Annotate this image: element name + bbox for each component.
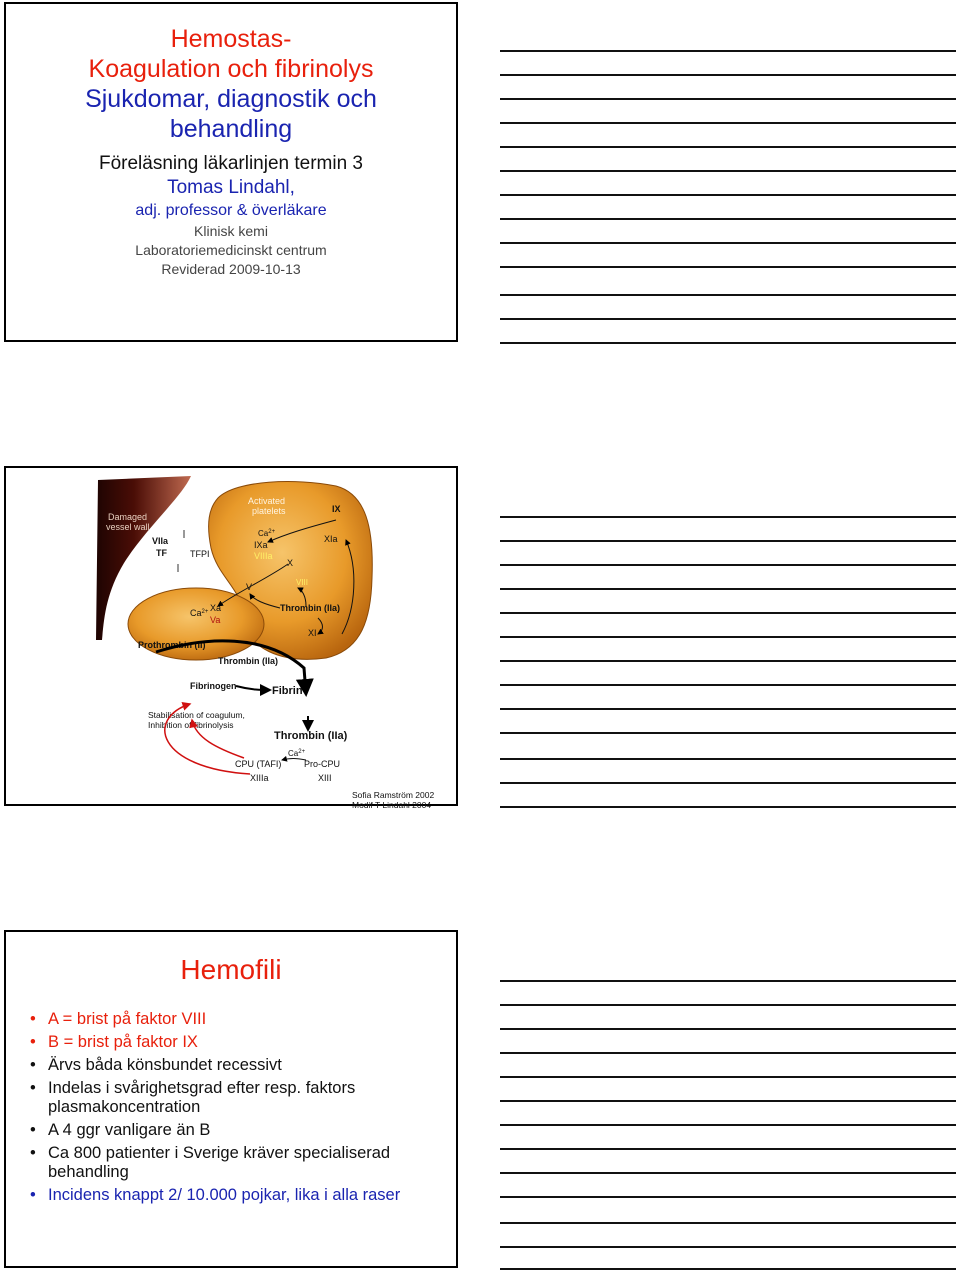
author-position: adj. professor & överläkare	[135, 202, 327, 219]
hemofili-bullet-list	[28, 1010, 438, 1209]
coagulation-diagram-slide	[4, 466, 458, 810]
note-line	[500, 1028, 956, 1030]
note-line	[500, 516, 956, 518]
note-line	[500, 1246, 956, 1248]
label-stab-1: Stabilisation of coagulum,	[148, 710, 245, 720]
label-ca-mid: $Ca^{2+}$	[190, 608, 209, 618]
slide-title-line2: Koagulation och fibrinolys	[88, 55, 374, 83]
label-tfpi: TFPI	[190, 549, 210, 559]
note-line	[500, 50, 956, 52]
label-thrombin-center: Thrombin (IIa)	[218, 656, 278, 666]
note-line	[500, 1004, 956, 1006]
note-line	[500, 588, 956, 590]
author-name: Tomas Lindahl,	[167, 177, 295, 198]
note-line	[500, 612, 956, 614]
credit-line2: Modif T Lindahl 2004	[352, 800, 432, 810]
note-line	[500, 1172, 956, 1174]
department-line2: Laboratoriemedicinskt centrum	[135, 242, 327, 258]
label-va: Va	[210, 615, 221, 625]
label-xi: XI	[308, 628, 317, 638]
label-prothrombin: Prothrombin (II)	[138, 640, 206, 650]
note-line	[500, 708, 956, 710]
label-v: V	[246, 582, 253, 592]
label-fibrin: Fibrin	[272, 685, 303, 697]
slide-title-line1: Hemostas-	[170, 25, 292, 53]
label-viiia: VIIIa	[254, 551, 273, 561]
label-fibrinogen: Fibrinogen	[190, 681, 237, 691]
note-line	[500, 266, 956, 268]
note-line	[500, 660, 956, 662]
bullet-item: • Incidens knappt 2/ 10.000 pojkar, lika i alla raser	[30, 1186, 401, 1204]
note-line	[500, 146, 956, 148]
note-line	[500, 806, 956, 808]
label-activated-2: platelets	[252, 506, 286, 516]
label-thrombin-right: Thrombin (IIa)	[280, 603, 340, 613]
label-xiiia: XIIIa	[250, 773, 269, 783]
bullet-item: • Indelas i svårighetsgrad efter resp. faktors plasmakoncentration	[30, 1079, 356, 1116]
hemofili-slide	[4, 930, 458, 1268]
note-line	[500, 342, 956, 344]
note-line	[500, 1222, 956, 1224]
note-line	[500, 98, 956, 100]
bullet-item: • A 4 ggr vanligare än B	[30, 1121, 211, 1139]
label-damaged-2: vessel wall	[106, 522, 150, 532]
note-line	[500, 1196, 956, 1198]
note-line	[500, 564, 956, 566]
arrow-procpu-cpu	[282, 759, 306, 761]
arrow-fibrinogen-fibrin	[236, 686, 270, 690]
note-line	[500, 294, 956, 296]
note-line	[500, 74, 956, 76]
note-line	[500, 782, 956, 784]
label-ca-top: $Ca^{2+}$	[258, 529, 276, 538]
slide-title-line3: Sjukdomar, diagnostik och	[85, 85, 377, 113]
note-line	[500, 122, 956, 124]
label-cpu: CPU (TAFI)	[235, 759, 282, 769]
department-line1: Klinisk kemi	[194, 223, 268, 239]
note-line	[500, 1100, 956, 1102]
label-ix: IX	[332, 504, 341, 514]
label-xa: Xa	[210, 603, 222, 613]
label-xia: XIa	[324, 534, 338, 544]
label-viia: VIIa	[152, 536, 169, 546]
note-line	[500, 194, 956, 196]
credit-line1: Sofia Ramström 2002	[352, 790, 435, 800]
bullet-item: • Ärvs båda könsbundet recessivt	[30, 1056, 282, 1074]
note-line	[500, 758, 956, 760]
note-line	[500, 636, 956, 638]
bullet-item: • B = brist på faktor IX	[30, 1033, 198, 1051]
note-line	[500, 170, 956, 172]
revised-date: Reviderad 2009-10-13	[161, 261, 301, 277]
label-activated-1: Activated	[248, 496, 286, 506]
note-line	[500, 1148, 956, 1150]
note-line	[500, 318, 956, 320]
label-x-top: X	[287, 558, 294, 568]
lecture-text: Föreläsning läkarlinjen termin 3	[98, 153, 363, 174]
coagulation-diagram	[6, 468, 456, 810]
note-line	[500, 732, 956, 734]
note-line	[500, 1124, 956, 1126]
note-line	[500, 684, 956, 686]
title-slide	[4, 2, 458, 342]
slide-title-line4: behandling	[169, 115, 293, 143]
bullet-item: • Ca 800 patienter i Sverige kräver specialiserad behandling	[30, 1144, 391, 1181]
label-tf: TF	[156, 548, 167, 558]
label-xiii: XIII	[318, 773, 332, 783]
label-thrombin-lower: Thrombin (IIa)	[274, 730, 348, 742]
note-line	[500, 1076, 956, 1078]
label-procpu: Pro-CPU	[304, 759, 341, 769]
note-line	[500, 540, 956, 542]
label-stab-2: Inhibition of fibrinolysis	[148, 720, 234, 730]
note-line	[500, 218, 956, 220]
label-viii: VIII	[296, 578, 309, 587]
hemofili-title: Hemofili	[180, 954, 282, 985]
note-line	[500, 980, 956, 982]
label-ca-low: $Ca^{2+}$	[288, 749, 306, 758]
note-line	[500, 1268, 956, 1270]
note-line	[500, 242, 956, 244]
note-line	[500, 1052, 956, 1054]
label-damaged-1: Damaged	[108, 512, 148, 522]
label-ixa: IXa	[254, 540, 268, 550]
bullet-item: • A = brist på faktor VIII	[30, 1010, 207, 1028]
